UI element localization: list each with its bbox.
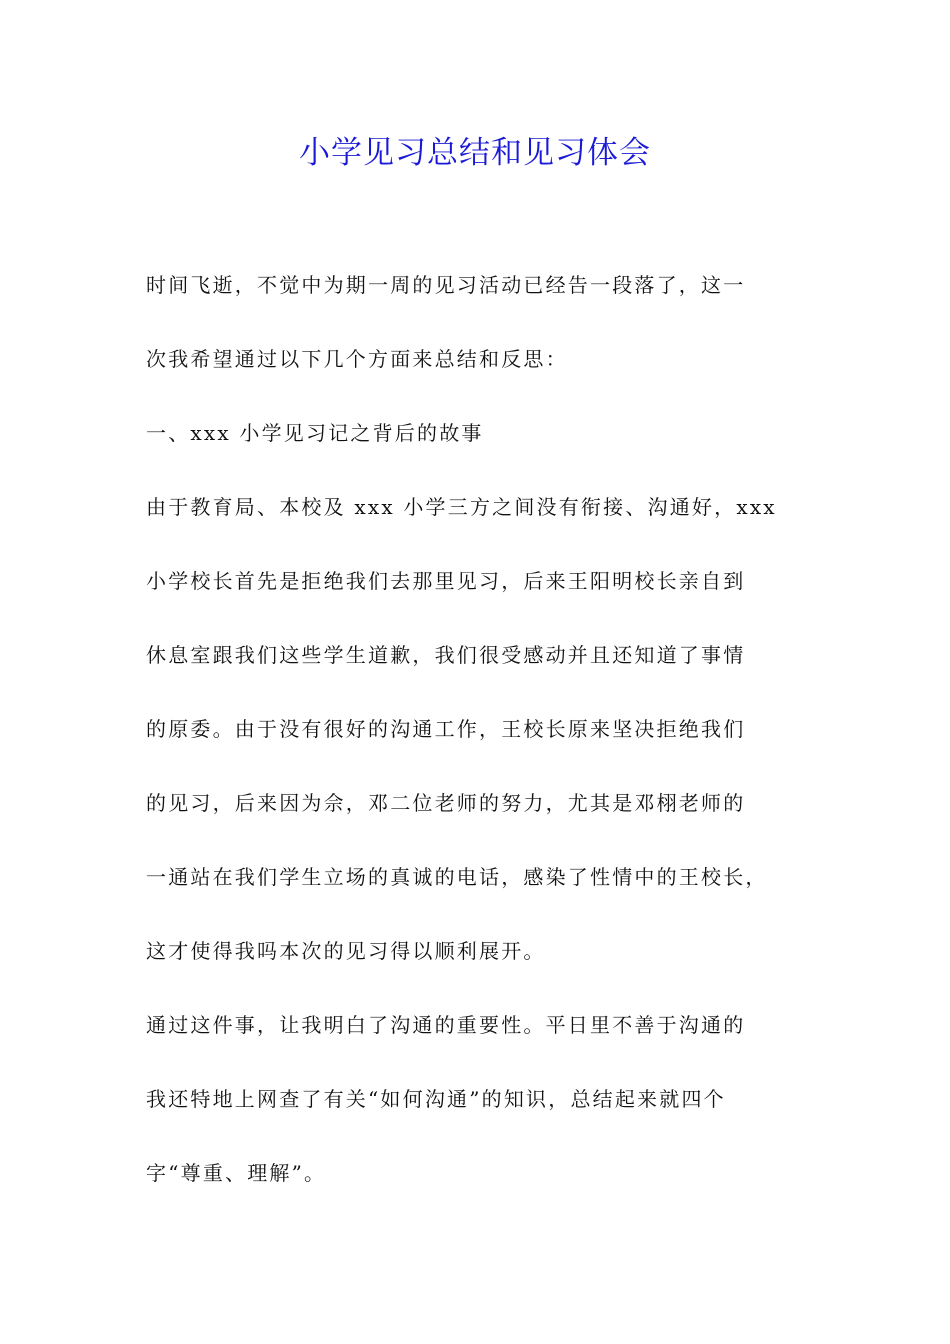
paragraph-line: 次我希望通过以下几个方面来总结和反思： bbox=[146, 347, 568, 371]
paragraph-line: 小学校长首先是拒绝我们去那里见习，后来王阳明校长亲自到 bbox=[146, 569, 746, 593]
paragraph-line: 字“尊重、理解”。 bbox=[146, 1161, 327, 1185]
paragraph-line: 的见习，后来因为佘，邓二位老师的努力，尤其是邓栩老师的 bbox=[146, 791, 746, 815]
document-title: 小学见习总结和见习体会 bbox=[299, 135, 651, 171]
paragraph-line: 一通站在我们学生立场的真诚的电话，感染了性情中的王校长， bbox=[146, 865, 768, 889]
section-heading: 一、xxx 小学见习记之背后的故事 bbox=[146, 421, 484, 445]
paragraph-line: 的原委。由于没有很好的沟通工作，王校长原来坚决拒绝我们 bbox=[146, 717, 746, 741]
document-body bbox=[146, 259, 818, 1221]
paragraph-line: 通过这件事，让我明白了沟通的重要性。平日里不善于沟通的 bbox=[146, 1013, 746, 1037]
paragraph-line: 时间飞逝，不觉中为期一周的见习活动已经告一段落了，这一 bbox=[146, 273, 746, 297]
paragraph-line: 这才使得我吗本次的见习得以顺利展开。 bbox=[146, 939, 546, 963]
paragraph-line: 我还特地上网查了有关“如何沟通”的知识，总结起来就四个 bbox=[146, 1087, 726, 1111]
paragraph-line: 休息室跟我们这些学生道歉，我们很受感动并且还知道了事情 bbox=[146, 643, 746, 667]
paragraph-line: 由于教育局、本校及 xxx 小学三方之间没有衔接、沟通好，xxx bbox=[146, 495, 777, 519]
